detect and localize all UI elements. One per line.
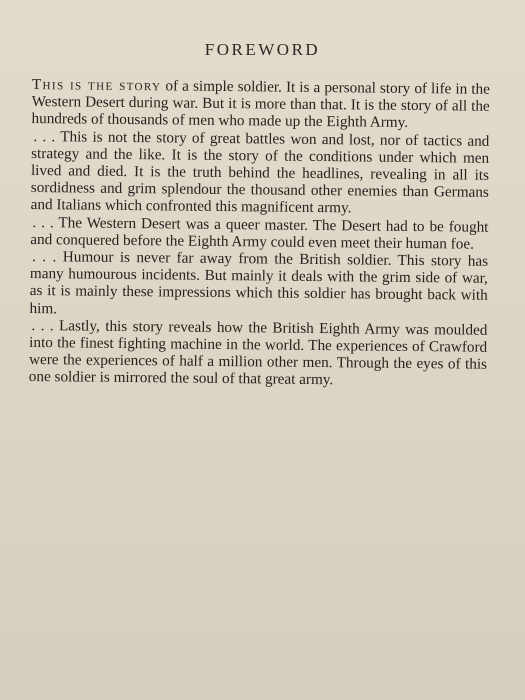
paragraph-5: . . . Lastly, this story reveals how the British Eighth Army was moulded into the finest fighting machine in the world. The experiences of Crawford were the experiences of half a million other men. Through the eyes of this one soldier is mirrored the soul of that great army.: [28, 316, 488, 389]
page-title: FOREWORD: [204, 40, 321, 59]
paragraph-1: [31, 76, 490, 132]
paragraph-4: . . . Humour is never far away from the British soldier. This story has many humourous incidents. But mainly it deals with the grim side of war, as it is mainly these impressions which this soldier has brought back with him.: [29, 248, 489, 317]
opening-small-caps: This is the story: [31, 76, 162, 95]
paragraph-1-text: of a simple soldier. It is a personal story of life in the Western Desert during war. But it is more than that. It is the story of all the hundreds of thousands of men who made up the Eighth Army.: [31, 77, 490, 132]
paragraph-2: . . . This is not the story of great battles won and lost, nor of tactics and strategy and the like. It is the story of the conditions under which men lived and died. It is the truth behind the headlines, revealing in all its sordidness and grim splendour the thousand other enemies than Germans and Italians which confronted this magnificent army.: [30, 127, 490, 217]
foreword-body: [29, 76, 490, 390]
paragraph-3: . . . The Western Desert was a queer master. The Desert had to be fought and conquered before the Eighth Army could even meet their human foe.: [30, 213, 489, 253]
